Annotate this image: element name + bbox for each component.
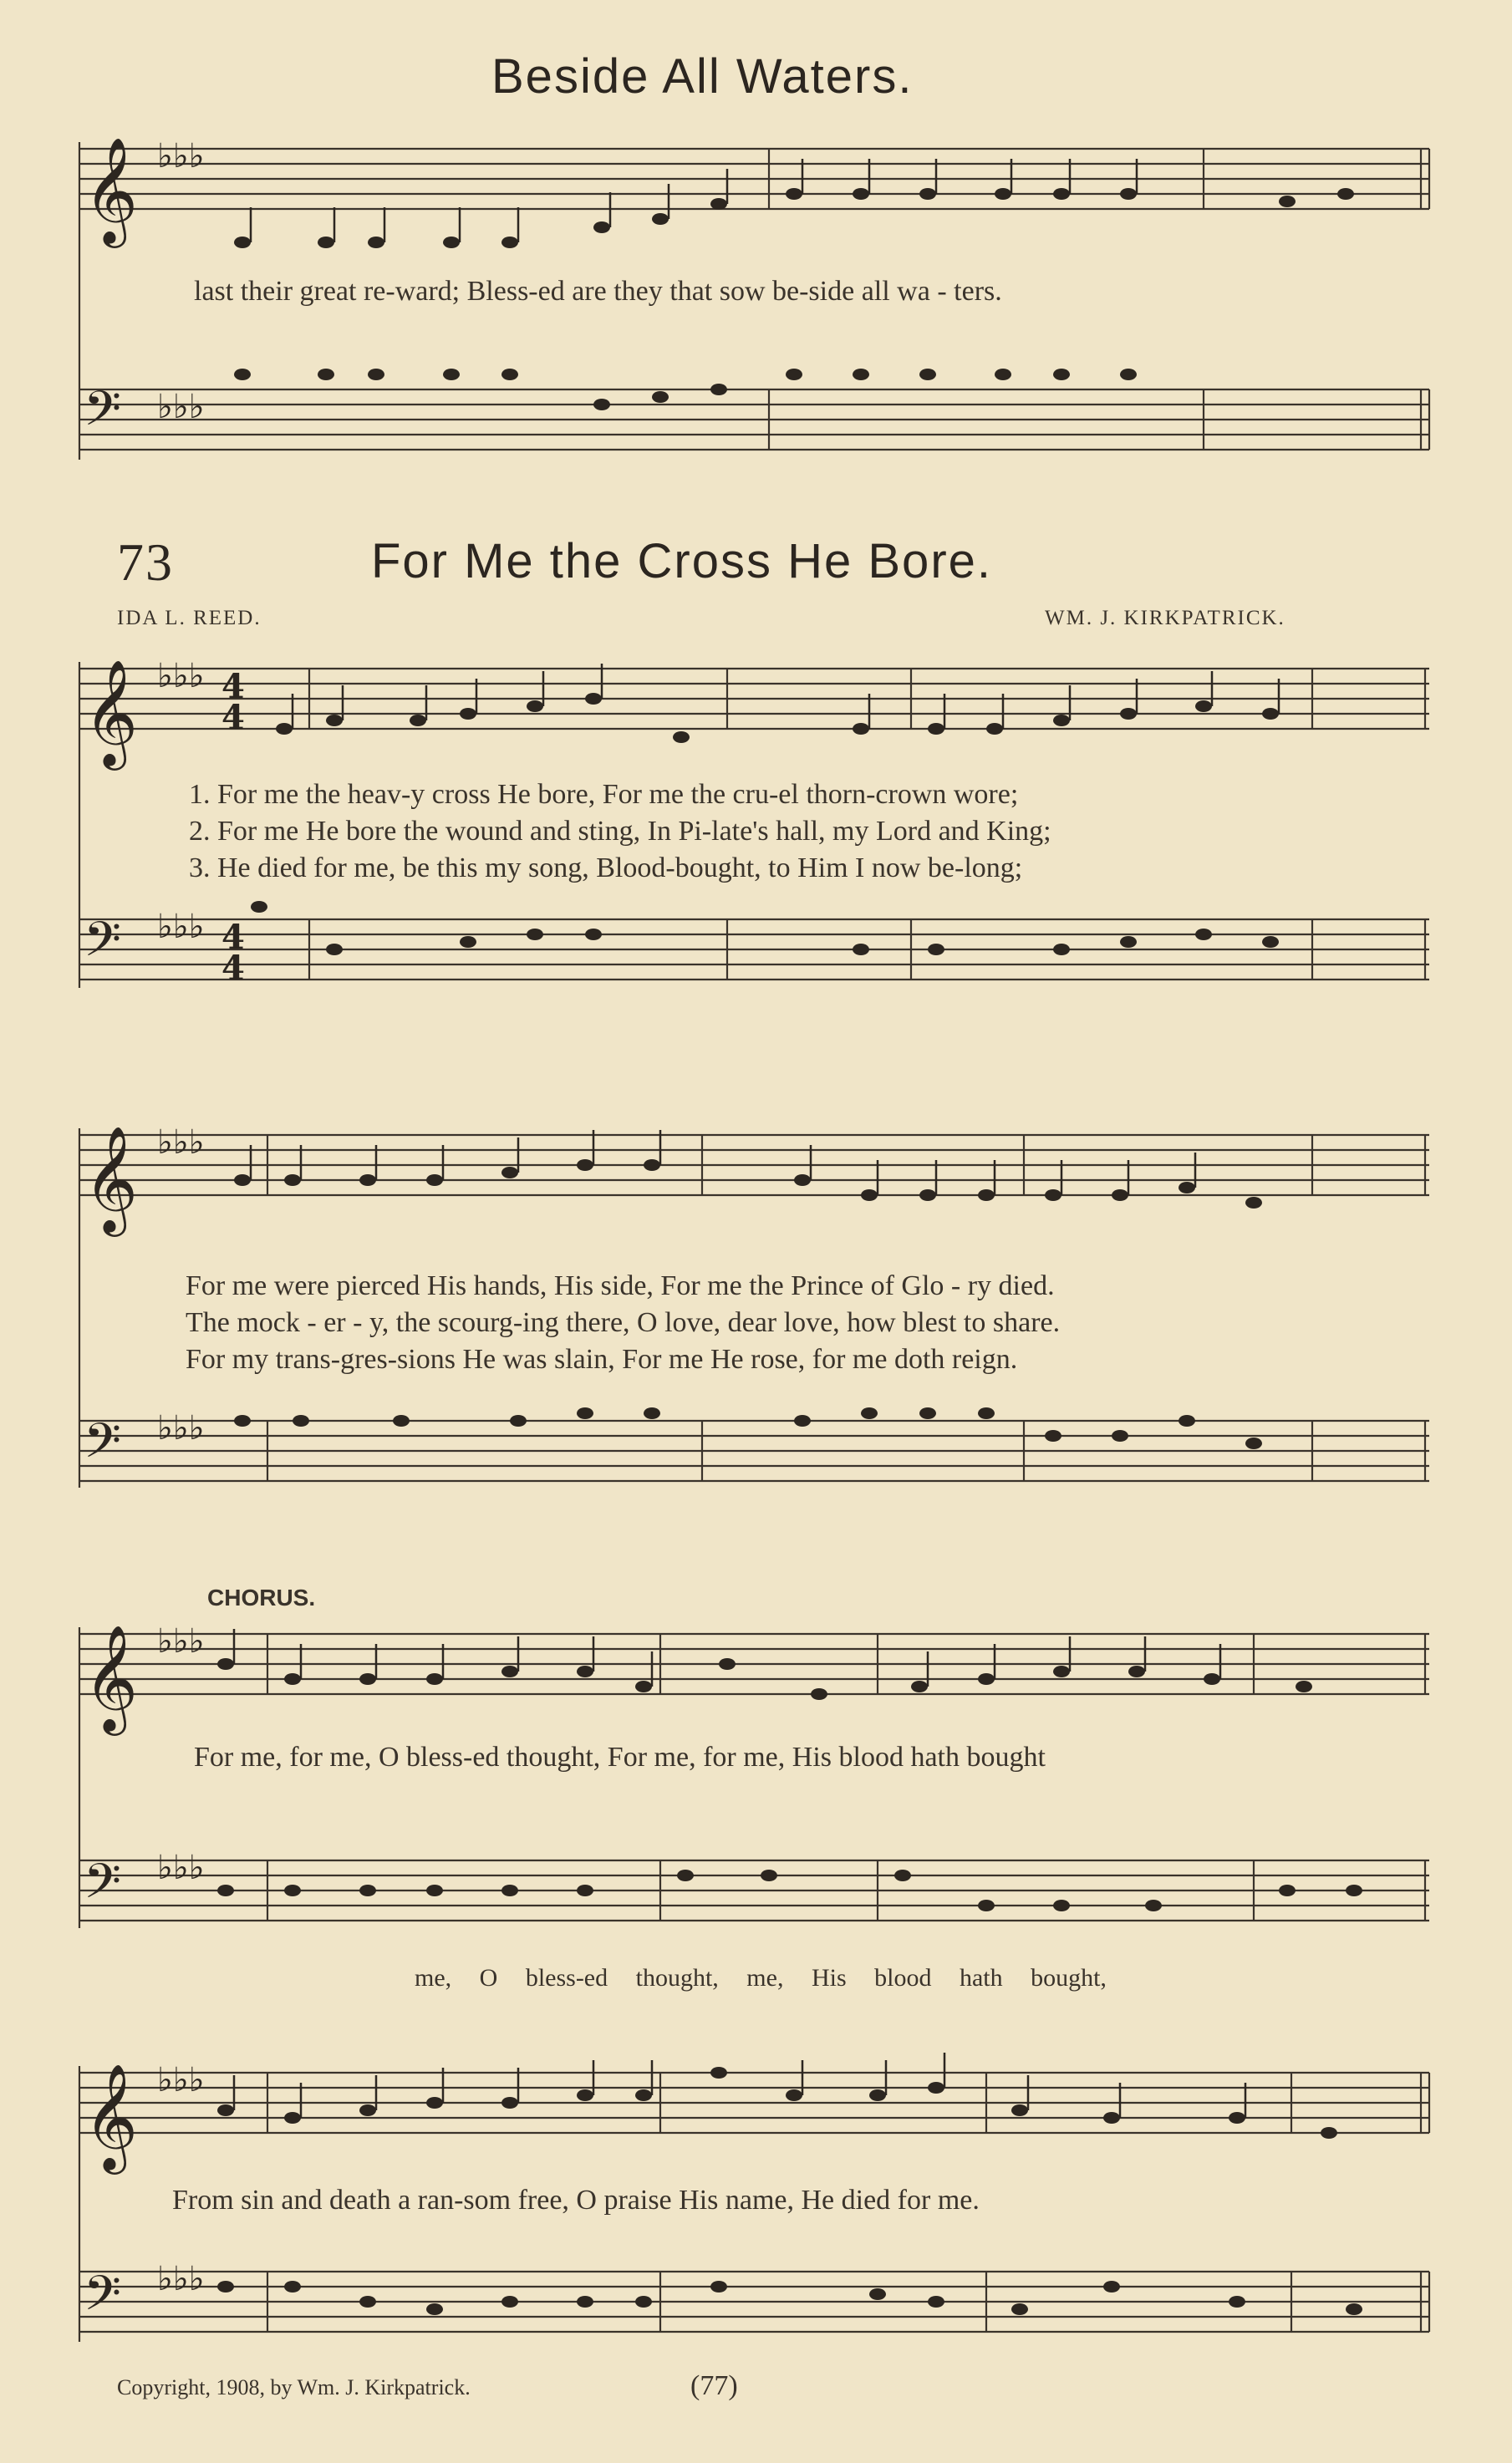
svg-text:♭♭♭: ♭♭♭ [157, 137, 205, 176]
svg-text:𝄢: 𝄢 [84, 911, 122, 980]
svg-text:4: 4 [221, 949, 245, 988]
svg-text:𝄢: 𝄢 [84, 1853, 122, 1921]
author-credit: IDA L. REED. [117, 607, 262, 629]
verse-line-1: 1. For me the heav-y cross He bore, For me the cru-el thorn-crown wore; [189, 779, 1019, 810]
svg-text:𝄞: 𝄞 [84, 2063, 139, 2170]
svg-text:♭♭♭: ♭♭♭ [157, 908, 205, 946]
svg-text:4: 4 [221, 698, 245, 737]
previous-hymn-title: Beside All Waters. [491, 49, 914, 104]
svg-text:4: 4 [221, 667, 245, 706]
svg-text:♭♭♭: ♭♭♭ [157, 1409, 205, 1448]
svg-text:4: 4 [221, 918, 245, 957]
svg-text:𝄞: 𝄞 [84, 1125, 139, 1232]
svg-text:𝄞: 𝄞 [84, 659, 139, 766]
hymn-number: 73 [117, 532, 174, 592]
chorus-line-1: For me, for me, O bless-ed thought, For me, for me, His blood hath bought [194, 1742, 1046, 1773]
page-number: (77) [690, 2370, 738, 2401]
svg-text:𝄢: 𝄢 [84, 2265, 122, 2333]
svg-text:♭♭♭: ♭♭♭ [157, 1849, 205, 1887]
svg-text:𝄢: 𝄢 [84, 1412, 122, 1481]
chorus-line-2: From sin and death a ran-som free, O praise His name, He died for me. [172, 2185, 980, 2216]
chorus-bass-lyric: me, O bless-ed thought, me, His blood hath bought, [415, 1964, 1107, 1992]
svg-text:♭♭♭: ♭♭♭ [157, 2260, 205, 2298]
verse-line-4: For me were pierced His hands, His side, For me the Prince of Glo - ry died. [186, 1270, 1055, 1301]
svg-text:♭♭♭: ♭♭♭ [157, 2061, 205, 2099]
svg-text:𝄢: 𝄢 [84, 380, 122, 449]
verse-line-2: 2. For me He bore the wound and sting, In Pi-late's hall, my Lord and King; [189, 816, 1051, 847]
copyright-notice: Copyright, 1908, by Wm. J. Kirkpatrick. [117, 2375, 471, 2399]
verse-line-3: 3. He died for me, be this my song, Blood-bought, to Him I now be-long; [189, 852, 1023, 883]
verse-line-6: For my trans-gres-sions He was slain, For me He rose, for me doth reign. [186, 1344, 1018, 1375]
verse-line-5: The mock - er - y, the scourg-ing there, O love, dear love, how blest to share. [186, 1307, 1061, 1338]
svg-text:♭♭♭: ♭♭♭ [157, 1622, 205, 1661]
svg-text:♭♭♭: ♭♭♭ [157, 657, 205, 695]
svg-text:♭♭♭: ♭♭♭ [157, 388, 205, 426]
svg-text:𝄞: 𝄞 [84, 136, 139, 243]
previous-hymn-lyric: last their great re-ward; Bless-ed are they that sow be-side all wa - ters. [194, 276, 1002, 307]
svg-text:♭♭♭: ♭♭♭ [157, 1123, 205, 1162]
hymn-title: For Me the Cross He Bore. [371, 534, 992, 588]
svg-text:𝄞: 𝄞 [84, 1624, 139, 1731]
composer-credit: WM. J. KIRKPATRICK. [1045, 607, 1285, 629]
chorus-label: CHORUS. [207, 1585, 316, 1611]
